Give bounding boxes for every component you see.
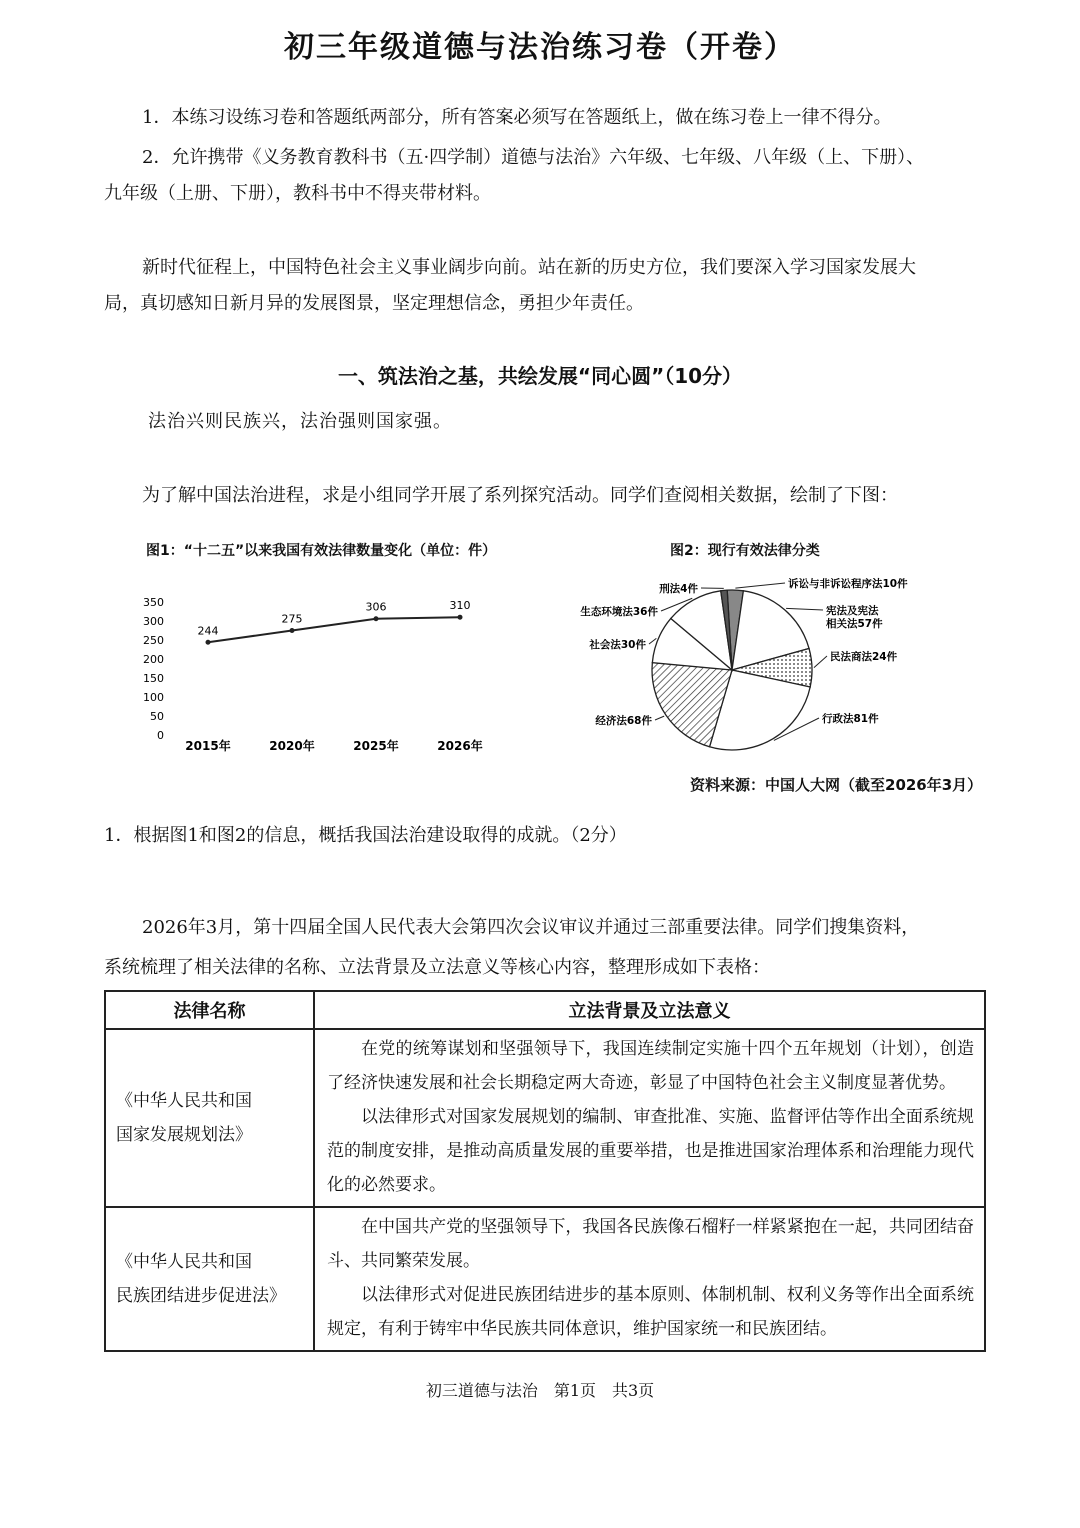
slice-label: 民法商法24件 <box>830 651 898 663</box>
slice-label: 刑法4件 <box>659 583 698 595</box>
section-lead: 为了解中国法治进程，求是小组同学开展了系列探究活动。同学们查阅相关数据，绘制了下图： <box>142 485 898 506</box>
law-name-line-2: 国家发展规划法》 <box>116 1125 252 1145</box>
data-point <box>458 615 463 620</box>
instruction-2: 2．允许携带《义务教育教科书（五·四学制）道德与法治》六年级、七年级、八年级（上、下册）、 <box>142 147 925 168</box>
table-header-row <box>105 991 985 1029</box>
slice-label: 行政法81件 <box>822 713 879 725</box>
header-background: 立法背景及立法意义 <box>314 991 985 1029</box>
law-significance: 以法律形式对国家发展规划的编制、审查批准、实施、监督评估等作出全面系统规范的制度安排，是推动高质量发展的重要举措，也是推进国家治理体系和治理能力现代化的必然要求。 <box>327 1107 974 1195</box>
law-background: 在党的统筹谋划和坚强领导下，我国连续制定实施十四个五年规划（计划），创造了经济快速发展和社会长期稳定两大奇迹，彰显了中国特色社会主义制度显著优势。 <box>327 1039 974 1093</box>
leader-line <box>655 716 664 720</box>
chart2-title: 图2：现行有效法律分类 <box>670 543 820 559</box>
series-line <box>208 617 460 642</box>
chart1-line <box>130 590 510 760</box>
intro-line-2: 局，真切感知日新月异的发展图景，坚定理想信念，勇担少年责任。 <box>104 293 644 314</box>
y-tick-label: 250 <box>143 634 164 647</box>
slice-label: 诉讼与非诉讼程序法10件 <box>788 578 908 590</box>
data-point <box>206 640 211 645</box>
x-tick-label: 2020年 <box>269 739 315 753</box>
data-label: 244 <box>197 624 219 638</box>
section-title: 一、筑法治之基，共绘发展“同心圆”（10分） <box>337 364 743 388</box>
instruction-2-cont: 九年级（上册、下册），教科书中不得夹带材料。 <box>104 183 491 204</box>
x-tick-label: 2025年 <box>353 739 399 753</box>
section-motto: 法治兴则民族兴，法治强则国家强。 <box>148 411 452 432</box>
page-title: 初三年级道德与法治练习卷（开卷） <box>284 30 796 65</box>
table-row <box>105 1207 985 1351</box>
law-name-line-1: 《中华人民共和国 <box>116 1252 252 1272</box>
y-tick-label: 300 <box>143 615 164 628</box>
material-line-1: 2026年3月，第十四届全国人民代表大会第四次会议审议并通过三部重要法律。同学们搜集资料， <box>142 917 920 938</box>
leader-line <box>786 608 823 610</box>
question-1: 1．根据图1和图2的信息，概括我国法治建设取得的成就。（2分） <box>104 825 627 846</box>
x-tick-label: 2015年 <box>185 739 231 753</box>
leader-line <box>649 638 656 644</box>
page-footer: 初三道德与法治 第1页 共3页 <box>425 1381 655 1400</box>
source-note: 资料来源：中国人大网（截至2026年3月） <box>690 776 983 794</box>
y-tick-label: 50 <box>150 710 164 723</box>
leader-line <box>814 656 827 668</box>
data-point <box>290 628 295 633</box>
y-tick-label: 0 <box>157 729 164 742</box>
slice-label: 宪法及宪法相关法57件 <box>826 605 883 630</box>
law-significance: 以法律形式对促进民族团结进步的基本原则、体制机制、权利义务等作出全面系统规定，有利于铸牢中华民族共同体意识，维护国家统一和民族团结。 <box>327 1285 974 1339</box>
law-background: 在中国共产党的坚强领导下，我国各民族像石榴籽一样紧紧抱在一起，共同团结奋斗、共同繁荣发展。 <box>327 1217 974 1271</box>
law-name-line-1: 《中华人民共和国 <box>116 1091 252 1111</box>
law-table <box>104 990 986 1352</box>
law-desc-cell <box>314 1029 985 1207</box>
data-point <box>374 616 379 621</box>
law-name-line-2: 民族团结进步促进法》 <box>116 1286 286 1306</box>
y-tick-label: 350 <box>143 596 164 609</box>
y-tick-label: 100 <box>143 691 164 704</box>
intro-line-1: 新时代征程上，中国特色社会主义事业阔步向前。站在新的历史方位，我们要深入学习国家发展大 <box>142 257 916 278</box>
chart2-pie <box>560 570 1000 770</box>
law-name-cell <box>105 1207 314 1351</box>
data-label: 310 <box>449 599 471 613</box>
law-name-cell <box>105 1029 314 1207</box>
slice-label: 社会法30件 <box>589 639 646 651</box>
table-row <box>105 1029 985 1207</box>
header-law-name: 法律名称 <box>105 991 314 1029</box>
y-tick-label: 200 <box>143 653 164 666</box>
data-label: 306 <box>365 600 387 614</box>
law-desc-cell <box>314 1207 985 1351</box>
x-tick-label: 2026年 <box>437 739 483 753</box>
instruction-1: 1．本练习设练习卷和答题纸两部分，所有答案必须写在答题纸上，做在练习卷上一律不得分。 <box>142 107 892 128</box>
slice-label: 生态环境法36件 <box>580 606 658 618</box>
slice-label: 经济法68件 <box>595 715 652 727</box>
data-label: 275 <box>281 612 303 626</box>
y-tick-label: 150 <box>143 672 164 685</box>
material-line-2: 系统梳理了相关法律的名称、立法背景及立法意义等核心内容，整理形成如下表格： <box>104 957 770 978</box>
chart1-title: 图1：“十二五”以来我国有效法律数量变化（单位：件） <box>146 543 497 559</box>
leader-line <box>735 583 785 588</box>
